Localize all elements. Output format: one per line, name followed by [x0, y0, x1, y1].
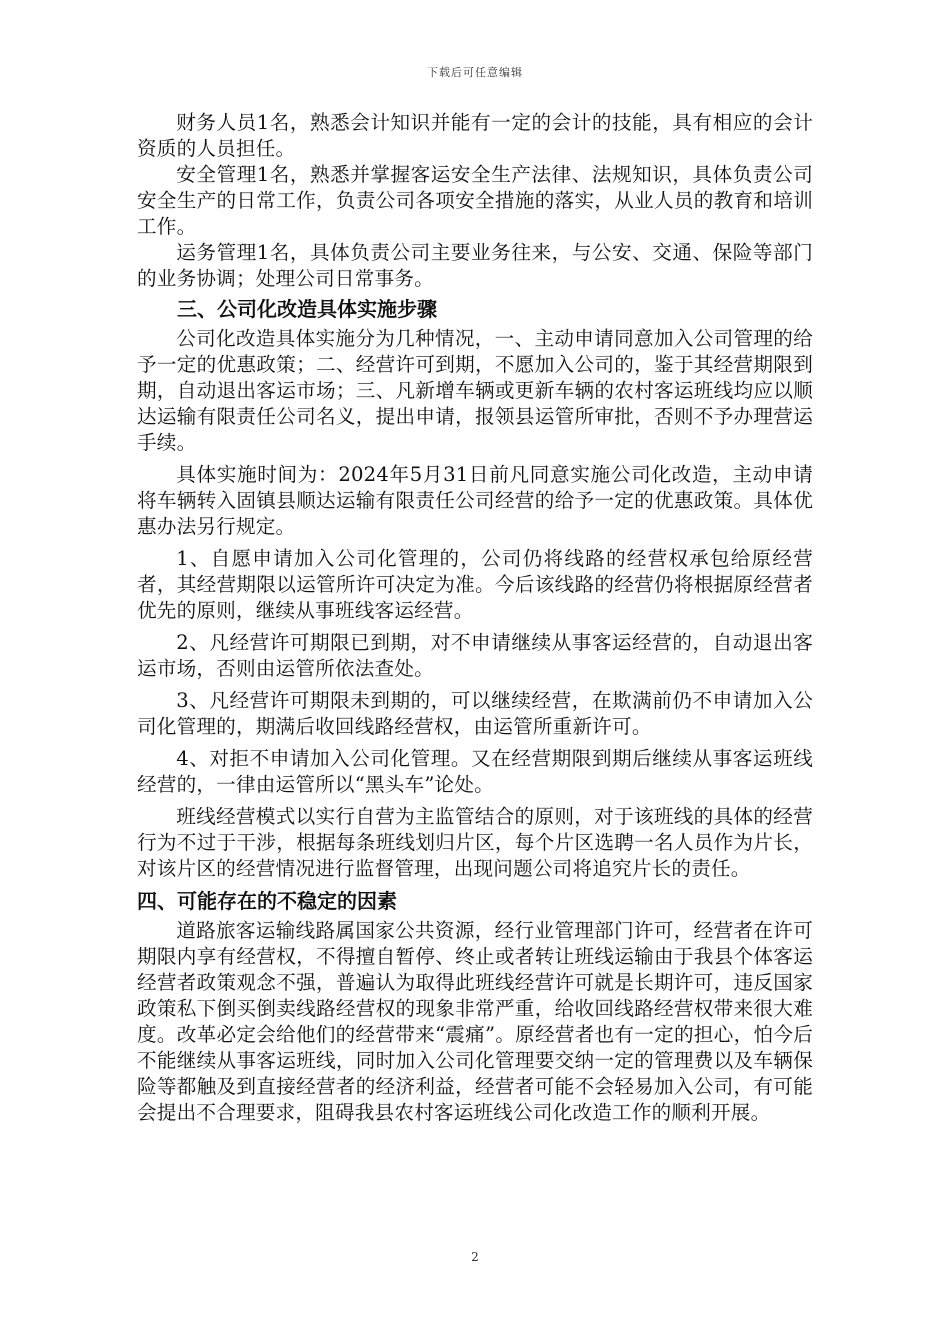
paragraph-item-2: 2、凡经营许可期限已到期，对不申请继续从事客运经营的，自动退出客运市场，否则由运管所依法查处。: [137, 631, 813, 680]
section-heading-4: 四、可能存在的不稳定的因素: [137, 889, 397, 913]
paragraph-finance-staff: 财务人员1名，熟悉会计知识并能有一定的会计的技能，具有相应的会计资质的人员担任。: [137, 111, 813, 160]
paragraph-operation-mode: 班线经营模式以实行自营为主监管结合的原则，对于该班线的具体的经营行为不过于干涉，根据每条班线划归片区，每个片区选聘一名人员作为片长，对该片区的经营情况进行监督管理，出现问题公司将追究片长的责任。: [137, 805, 813, 880]
paragraph-implementation-time: 具体实施时间为：2024年5月31日前凡同意实施公司化改造，主动申请将车辆转入固镇县顺达运输有限责任公司经营的给予一定的优惠政策。具体优惠办法另行规定。: [137, 463, 813, 538]
paragraph-item-1: 1、自愿申请加入公司化管理的，公司仍将线路的经营权承包给原经营者，其经营期限以运管所许可决定为准。今后该线路的经营仍将根据原经营者优先的原则，继续从事班线客运经营。: [137, 547, 813, 622]
section-heading-3: 三、公司化改造具体实施步骤: [177, 297, 437, 321]
paragraph-implementation-cases: 公司化改造具体实施分为几种情况，一、主动申请同意加入公司管理的给予一定的优惠政策；二、经营许可到期，不愿加入公司的，鉴于其经营期限到期，自动退出客运市场；三、凡新增车辆或更新车辆的农村客运班线均应以顺达运输有限责任公司名义，提出申请，报领县运管所审批，否则不予办理营运手续。: [137, 327, 813, 454]
page-number: 2: [471, 1250, 479, 1264]
paragraph-instability-factors: 道路旅客运输线路属国家公共资源，经行业管理部门许可，经营者在许可期限内享有经营权，不得擅自暂停、终止或者转让班线运输由于我县个体客运经营者政策观念不强，普遍认为取得此班线经营许可就是长期许可，违反国家政策私下倒买倒卖线路经营权的现象非常严重，给收回线路经营权带来很大难度。改革必定会给他们的经营带来“震痛”。原经营者也有一定的担心，怕今后不能继续从事客运班线，同时加入公司化管理要交纳一定的管理费以及车辆保险等都触及到直接经营者的经济利益，经营者可能不会轻易加入公司，有可能会提出不合理要求，阻碍我县农村客运班线公司化改造工作的顺利开展。: [137, 919, 813, 1124]
document-body: [137, 110, 813, 1126]
page-header: 下载后可任意编辑: [427, 66, 523, 79]
paragraph-item-4: 4、对拒不申请加入公司化管理。又在经营期限到期后继续从事客运班线经营的，一律由运管所以“黑头车”论处。: [137, 747, 813, 796]
paragraph-item-3: 3、凡经营许可期限未到期的，可以继续经营，在欺满前仍不申请加入公司化管理的，期满后收回线路经营权，由运管所重新许可。: [137, 689, 813, 738]
paragraph-safety-management: 安全管理1名，熟悉并掌握客运安全生产法律、法规知识，具体负责公司安全生产的日常工作，负责公司各项安全措施的落实，从业人员的教育和培训工作。: [137, 163, 813, 238]
paragraph-operations-management: 运务管理1名，具体负责公司主要业务往来，与公安、交通、保险等部门的业务协调；处理公司日常事务。: [137, 241, 813, 290]
